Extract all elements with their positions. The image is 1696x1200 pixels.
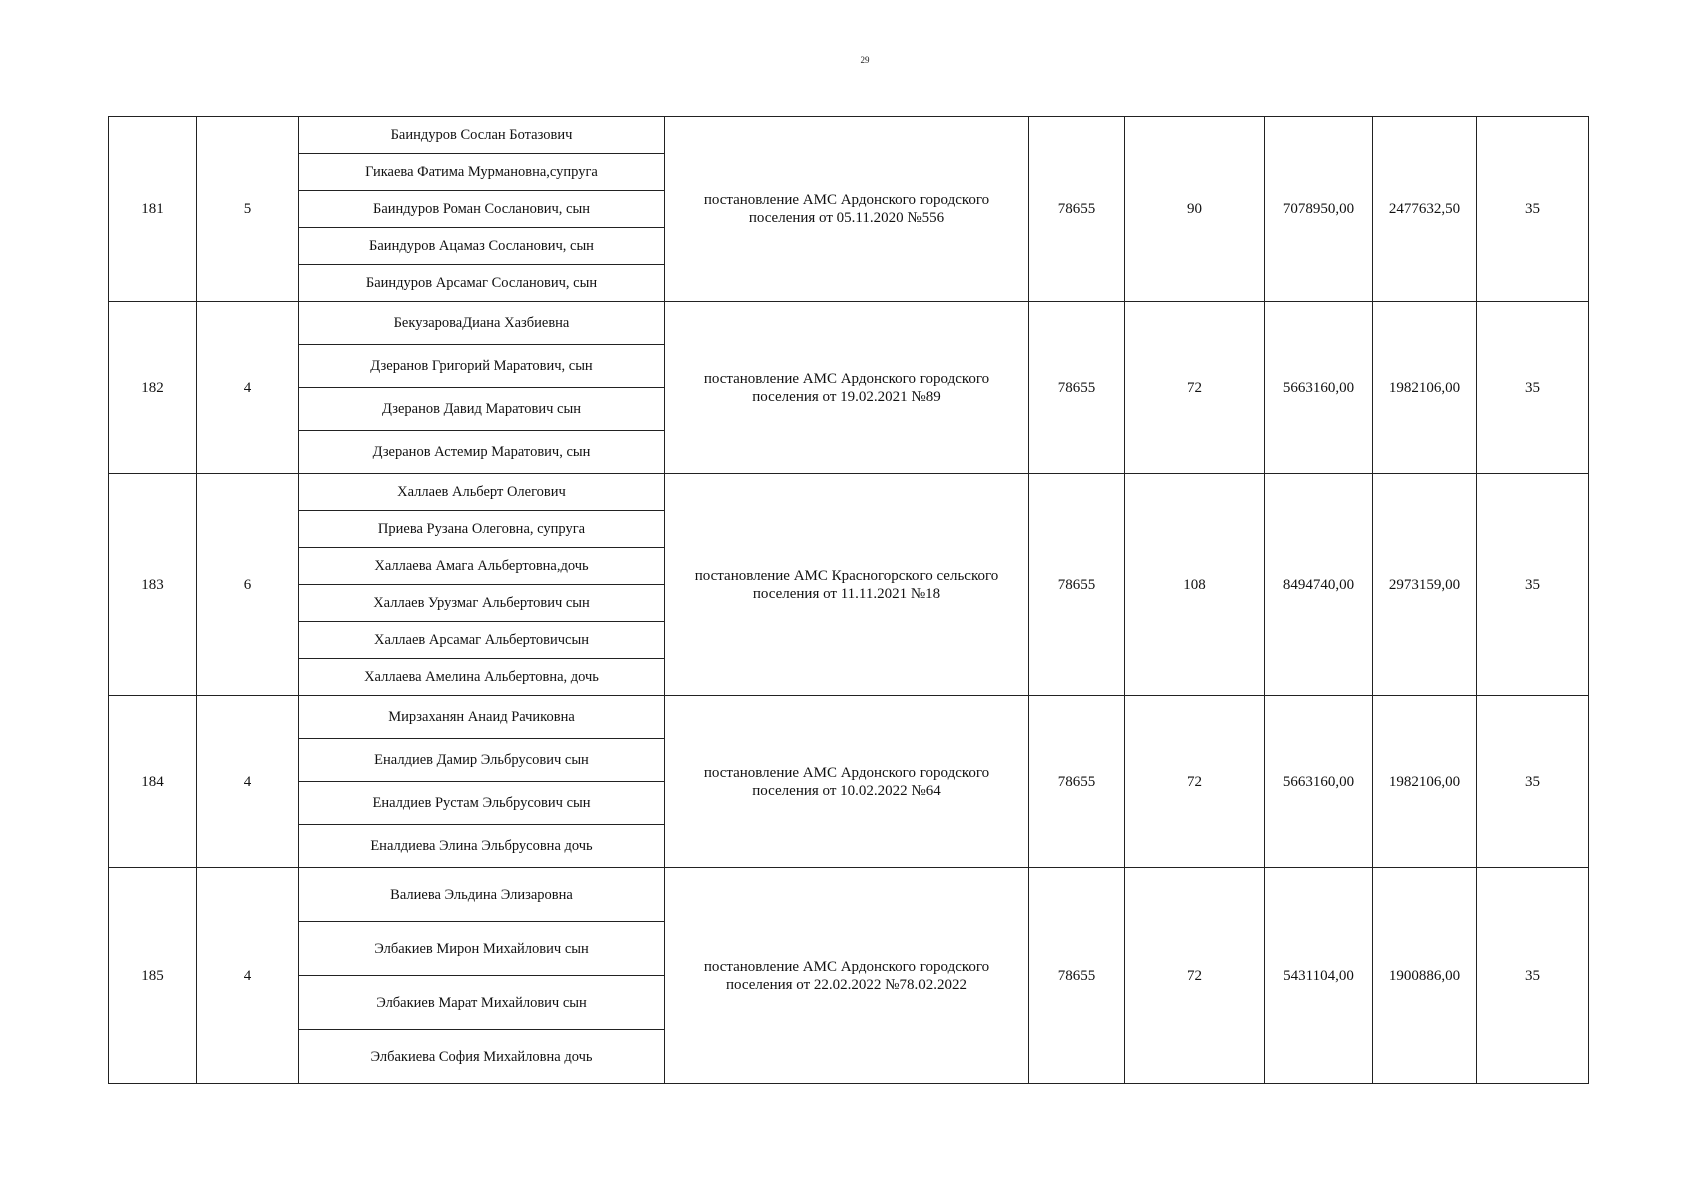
family-size: 4 (197, 868, 299, 1084)
registry-table (108, 116, 1589, 1084)
record-number: 184 (109, 696, 197, 868)
price-per-sqm: 78655 (1029, 474, 1125, 696)
subsidy-amount: 2477632,50 (1373, 117, 1477, 302)
family-member: Халлаева Амага Альбертовна,дочь (299, 548, 665, 585)
table-row (109, 696, 1589, 739)
family-member: Валиева Эльдина Элизаровна (299, 868, 665, 922)
family-size: 5 (197, 117, 299, 302)
family-member: Баиндуров Ацамаз Сосланович, сын (299, 228, 665, 265)
basis-document: постановление АМС Ардонского городского поселения от 10.02.2022 №64 (665, 696, 1029, 868)
price-per-sqm: 78655 (1029, 868, 1125, 1084)
total-cost: 8494740,00 (1265, 474, 1373, 696)
family-member: Еналдиев Рустам Эльбрусович сын (299, 782, 665, 825)
subsidy-amount: 1982106,00 (1373, 302, 1477, 474)
subsidy-percent: 35 (1477, 302, 1589, 474)
table-row (109, 474, 1589, 511)
family-size: 4 (197, 302, 299, 474)
family-member: Баиндуров Роман Сосланович, сын (299, 191, 665, 228)
family-member: Дзеранов Григорий Маратович, сын (299, 345, 665, 388)
basis-document: постановление АМС Ардонского городского поселения от 05.11.2020 №556 (665, 117, 1029, 302)
family-member: Баиндуров Сослан Ботазович (299, 117, 665, 154)
basis-document: постановление АМС Красногорского сельского поселения от 11.11.2021 №18 (665, 474, 1029, 696)
table-row (109, 302, 1589, 345)
subsidy-amount: 1982106,00 (1373, 696, 1477, 868)
housing-area: 72 (1125, 868, 1265, 1084)
subsidy-percent: 35 (1477, 696, 1589, 868)
housing-area: 72 (1125, 696, 1265, 868)
total-cost: 5431104,00 (1265, 868, 1373, 1084)
subsidy-amount: 1900886,00 (1373, 868, 1477, 1084)
basis-document: постановление АМС Ардонского городского поселения от 22.02.2022 №78.02.2022 (665, 868, 1029, 1084)
family-member: Еналдиева Элина Эльбрусовна дочь (299, 825, 665, 868)
family-size: 6 (197, 474, 299, 696)
record-number: 185 (109, 868, 197, 1084)
total-cost: 5663160,00 (1265, 696, 1373, 868)
family-member: Элбакиев Марат Михайлович сын (299, 976, 665, 1030)
subsidy-percent: 35 (1477, 117, 1589, 302)
family-member: Дзеранов Астемир Маратович, сын (299, 431, 665, 474)
family-member: Халлаев Урузмаг Альбертович сын (299, 585, 665, 622)
price-per-sqm: 78655 (1029, 117, 1125, 302)
registry-body (109, 117, 1589, 1084)
price-per-sqm: 78655 (1029, 302, 1125, 474)
family-member: Баиндуров Арсамаг Сосланович, сын (299, 265, 665, 302)
family-member: Халлаев Альберт Олегович (299, 474, 665, 511)
price-per-sqm: 78655 (1029, 696, 1125, 868)
housing-area: 108 (1125, 474, 1265, 696)
family-member: Мирзаханян Анаид Рачиковна (299, 696, 665, 739)
family-size: 4 (197, 696, 299, 868)
housing-area: 90 (1125, 117, 1265, 302)
total-cost: 5663160,00 (1265, 302, 1373, 474)
family-member: Элбакиева София Михайловна дочь (299, 1030, 665, 1084)
table-row (109, 868, 1589, 922)
table-row (109, 117, 1589, 154)
record-number: 182 (109, 302, 197, 474)
subsidy-percent: 35 (1477, 868, 1589, 1084)
basis-document: постановление АМС Ардонского городского поселения от 19.02.2021 №89 (665, 302, 1029, 474)
family-member: Еналдиев Дамир Эльбрусович сын (299, 739, 665, 782)
family-member: Халлаев Арсамаг Альбертовичсын (299, 622, 665, 659)
page-number: 29 (860, 55, 870, 65)
total-cost: 7078950,00 (1265, 117, 1373, 302)
record-number: 183 (109, 474, 197, 696)
family-member: Элбакиев Мирон Михайлович сын (299, 922, 665, 976)
family-member: БекузароваДиана Хазбиевна (299, 302, 665, 345)
family-member: Гикаева Фатима Мурмановна,супруга (299, 154, 665, 191)
housing-area: 72 (1125, 302, 1265, 474)
family-member: Приева Рузана Олеговна, супруга (299, 511, 665, 548)
family-member: Дзеранов Давид Маратович сын (299, 388, 665, 431)
record-number: 181 (109, 117, 197, 302)
family-member: Халлаева Амелина Альбертовна, дочь (299, 659, 665, 696)
subsidy-amount: 2973159,00 (1373, 474, 1477, 696)
subsidy-percent: 35 (1477, 474, 1589, 696)
